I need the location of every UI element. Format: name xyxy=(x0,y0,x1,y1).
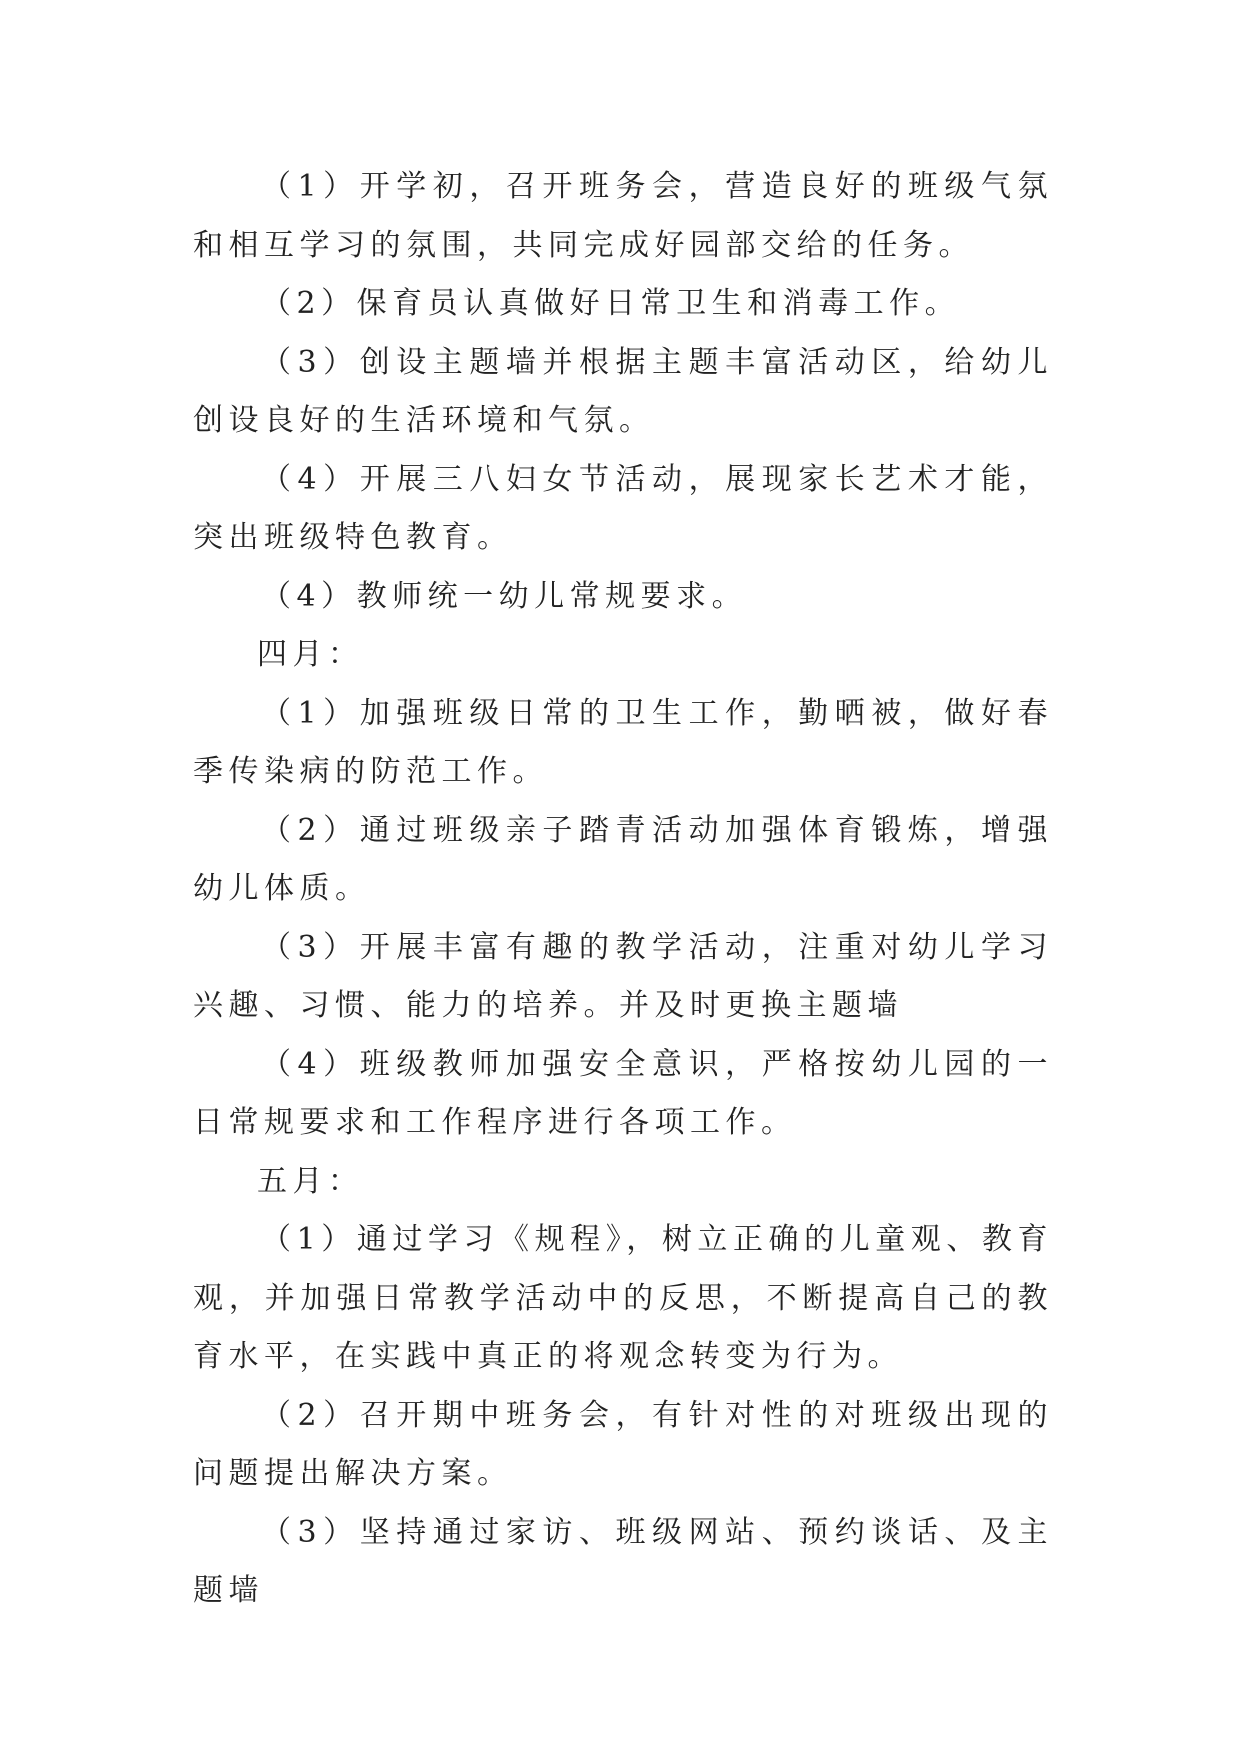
paragraph-april-4: （4）班级教师加强安全意识，严格按幼儿园的一日常规要求和工作程序进行各项工作。 xyxy=(193,1046,1053,1140)
paragraph-april-1: （1）加强班级日常的卫生工作，勤晒被，做好春季传染病的防范工作。 xyxy=(193,695,1053,789)
paragraph-april-2: （2）通过班级亲子踏青活动加强体育锻炼，增强幼儿体质。 xyxy=(193,812,1053,906)
paragraph-may-1: （1）通过学习《规程》，树立正确的儿童观、教育观，并加强日常教学活动中的反思，不断提高自己的教育水平，在实践中真正的将观念转变为行为。 xyxy=(193,1222,1053,1374)
section-heading-april: 四月： xyxy=(257,637,364,672)
paragraph-march-2: （2）保育员认真做好日常卫生和消毒工作。 xyxy=(261,286,961,321)
paragraph-march-3: （3）创设主题墙并根据主题丰富活动区，给幼儿创设良好的生活环境和气氛。 xyxy=(193,344,1053,438)
document-body xyxy=(193,158,1053,1621)
paragraph-march-4: （4）开展三八妇女节活动，展现家长艺术才能，突出班级特色教育。 xyxy=(193,461,1053,555)
paragraph-may-2: （2）召开期中班务会，有针对性的对班级出现的问题提出解决方案。 xyxy=(193,1397,1053,1491)
paragraph-march-5: （4）教师统一幼儿常规要求。 xyxy=(261,578,748,614)
paragraph-march-1: （1）开学初，召开班务会，营造良好的班级气氛和相互学习的氛围，共同完成好园部交给的任务。 xyxy=(193,169,1053,263)
section-heading-may: 五月： xyxy=(257,1163,364,1199)
paragraph-may-3: （3）坚持通过家访、班级网站、预约谈话、及主题墙 xyxy=(193,1514,1053,1608)
paragraph-april-3: （3）开展丰富有趣的教学活动，注重对幼儿学习兴趣、习惯、能力的培养。并及时更换主题墙 xyxy=(193,929,1053,1023)
